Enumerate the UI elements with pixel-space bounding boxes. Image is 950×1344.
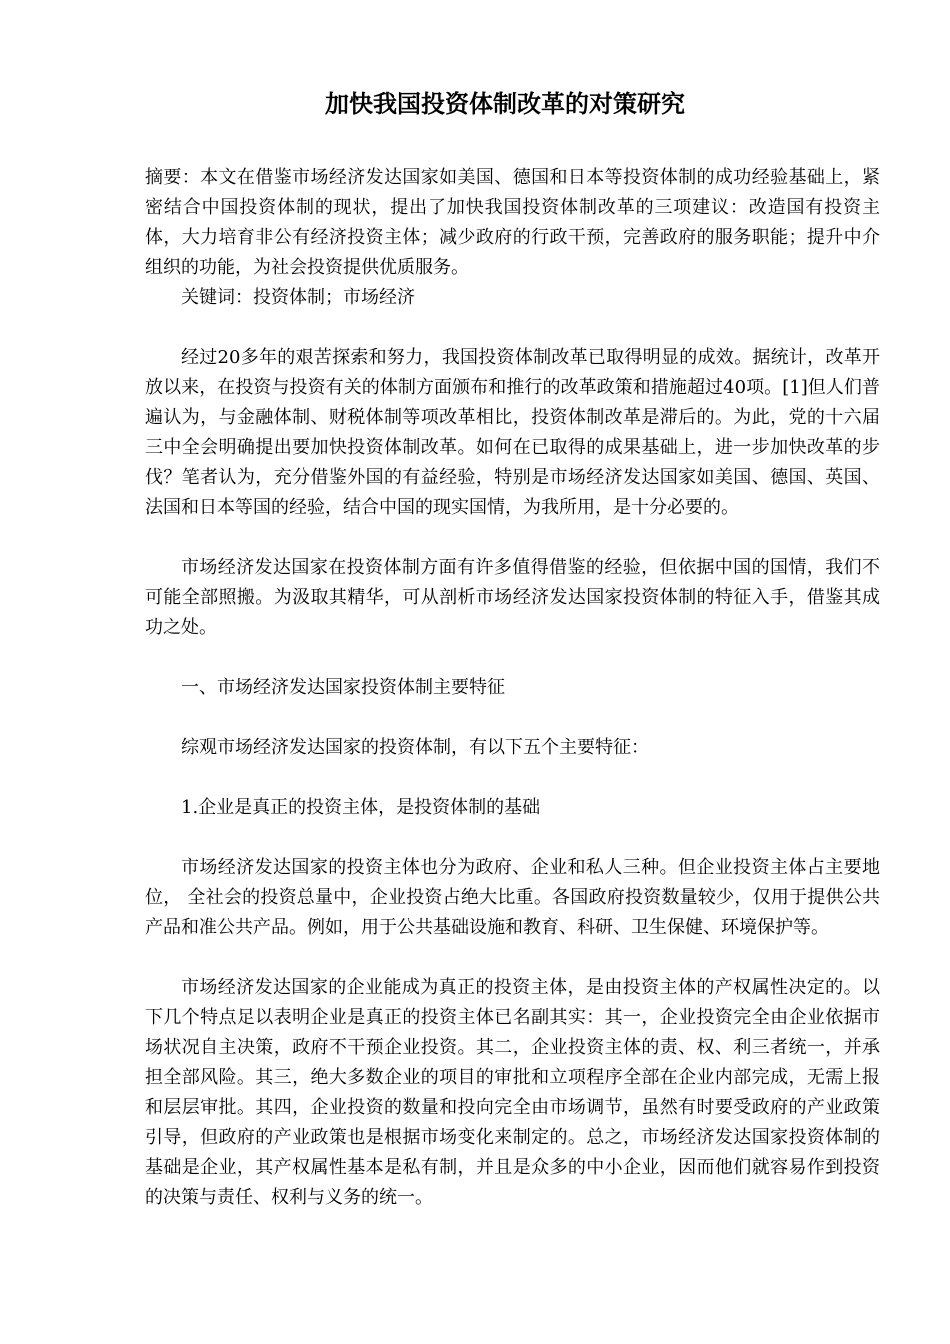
paragraph-gap bbox=[145, 943, 880, 973]
paragraph-gap bbox=[145, 823, 880, 853]
paragraph-gap bbox=[145, 763, 880, 793]
paragraph-gap bbox=[145, 313, 880, 343]
section-intro: 综观市场经济发达国家的投资体制，有以下五个主要特征： bbox=[181, 737, 649, 758]
second-paragraph: 市场经济发达国家在投资体制方面有许多值得借鉴的经验，但依据中国的国情，我们不可能全部照搬。为汲取其精华，可从剖析市场经济发达国家投资体制的特征入手，借鉴其成功之处。 bbox=[145, 557, 880, 638]
document-body bbox=[145, 163, 880, 1213]
keywords-line: 关键词：投资体制；市场经济 bbox=[181, 287, 415, 308]
section-heading: 一、市场经济发达国家投资体制主要特征 bbox=[181, 677, 505, 698]
paragraph-gap bbox=[145, 643, 880, 673]
intro-paragraph: 经过20多年的艰苦探索和努力，我国投资体制改革已取得明显的成效。据统计，改革开放以来，在投资与投资有关的体制方面颁布和推行的改革政策和措施超过40项。[1]但人们普遍认为，与金融体制、财税体制等项改革相比，投资体制改革是滞后的。为此，党的十六届三中全会明确提出要加快投资体制改革。如何在已取得的成果基础上，进一步加快改革的步伐？笔者认为，充分借鉴外国的有益经验，特别是市场经济发达国家如美国、德国、英国、法国和日本等国的经验，结合中国的现实国情，为我所用，是十分必要的。 bbox=[145, 347, 880, 518]
subsection-paragraph-1: 市场经济发达国家的投资主体也分为政府、企业和私人三种。但企业投资主体占主要地位， 全社会的投资总量中，企业投资占绝大比重。各国政府投资数量较少，仅用于提供公共产品和准公共产品。例如，用于公共基础设施和教育、科研、卫生保健、环境保护等。 bbox=[145, 857, 880, 938]
document-title: 加快我国投资体制改革的对策研究 bbox=[325, 89, 685, 118]
subsection-paragraph-2: 市场经济发达国家的企业能成为真正的投资主体，是由投资主体的产权属性决定的。以下几个特点足以表明企业是真正的投资主体已名副其实：其一，企业投资完全由企业依据市场状况自主决策，政府不干预企业投资。其二，企业投资主体的责、权、利三者统一，并承担全部风险。其三，绝大多数企业的项目的审批和立项程序全部在企业内部完成，无需上报和层层审批。其四，企业投资的数量和投向完全由市场调节，虽然有时要受政府的产业政策引导，但政府的产业政策也是根据市场变化来制定的。总之，市场经济发达国家投资体制的基础是企业，其产权属性基本是私有制，并且是众多的中小企业，因而他们就容易作到投资的决策与责任、权利与义务的统一。 bbox=[145, 977, 880, 1208]
subsection-heading: 1.企业是真正的投资主体，是投资体制的基础 bbox=[181, 797, 541, 818]
paragraph-gap bbox=[145, 703, 880, 733]
paragraph-gap bbox=[145, 523, 880, 553]
abstract-paragraph: 摘要：本文在借鉴市场经济发达国家如美国、德国和日本等投资体制的成功经验基础上，紧密结合中国投资体制的现状，提出了加快我国投资体制改革的三项建议：改造国有投资主体，大力培育非公有经济投资主体；减少政府的行政干预，完善政府的服务职能；提升中介组织的功能，为社会投资提供优质服务。 bbox=[145, 167, 880, 278]
